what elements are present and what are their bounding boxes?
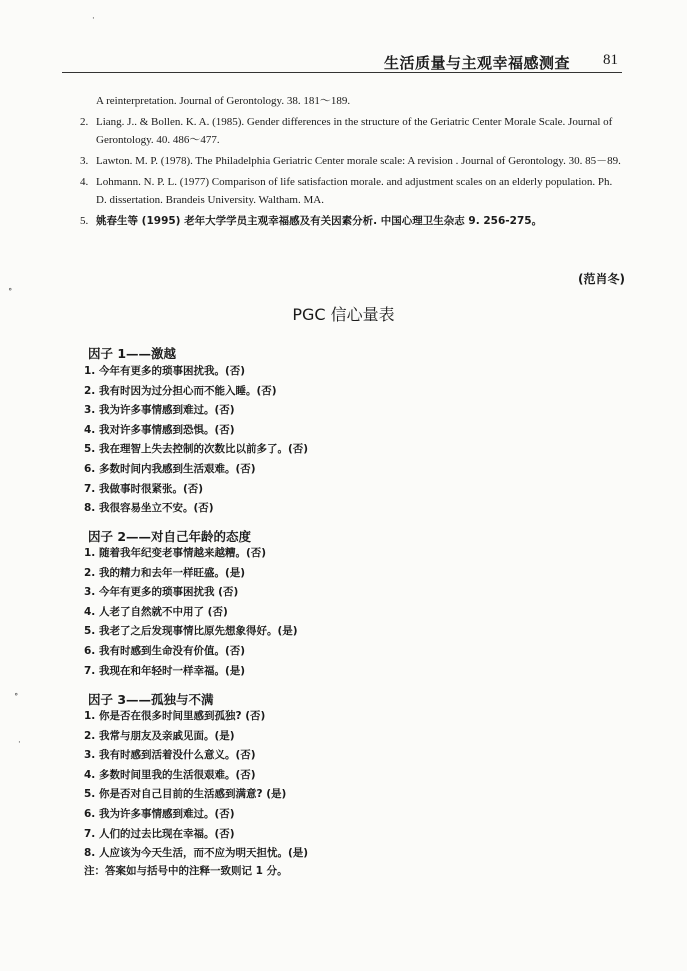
header-title: 生活质量与主观幸福感测查 (383, 54, 570, 72)
factor-3-heading: 因子 3——孤独与不满 (88, 692, 214, 707)
reference-item: 5. 姚春生等 (1995) 老年大学学员主观幸福感及有关因素分析. 中国心理卫生杂志 9. 256-275。 (80, 215, 543, 227)
factor-3-items (84, 707, 504, 864)
scan-speck: ∘ (14, 690, 19, 700)
list-item: 3. 今年有更多的琐事困扰我 (否) (84, 586, 239, 599)
scan-speck: · (18, 738, 21, 748)
list-item: 6. 我有时感到生命没有价值。(否) (84, 644, 246, 657)
list-item: 7. 人们的过去比现在幸福。(否) (84, 827, 235, 840)
list-item: 5. 你是否对自己目前的生活感到满意? (是) (84, 788, 287, 801)
scan-speck: · (92, 14, 95, 24)
page-number: 81 (603, 52, 618, 68)
factor-1-heading: 因子 1——激越 (88, 346, 177, 361)
running-header (62, 50, 622, 73)
list-item: 1. 随着我年纪变老事情越来越糟。(否) (84, 547, 267, 559)
factor-2-heading: 因子 2——对自己年龄的态度 (88, 529, 252, 544)
list-item: 8. 人应该为今天生活，而不应为明天担忧。(是) (84, 847, 309, 860)
factor-2-items (84, 544, 504, 681)
list-item: 6. 我为许多事情感到难过。(否) (84, 807, 235, 820)
list-item: 4. 我对许多事情感到恐惧。(否) (84, 423, 235, 436)
scan-speck: ∘ (8, 285, 13, 295)
list-item: 7. 我做事时很紧张。(否) (84, 482, 204, 495)
list-item: 8. 我很容易坐立不安。(否) (84, 502, 214, 515)
list-item: 5. 我在理智上失去控制的次数比以前多了。(否) (84, 443, 309, 456)
list-item: 2. 我常与朋友及亲戚见面。(是) (84, 729, 235, 742)
list-item: 3. 我为许多事情感到难过。(否) (84, 404, 235, 417)
list-item: 5. 我老了之后发现事情比原先想象得好。(是) (84, 625, 298, 638)
list-item: 2. 我的精力和去年一样旺盛。(是) (84, 566, 246, 579)
list-item: 1. 今年有更多的琐事困扰我。(否) (84, 365, 246, 377)
list-item: 3. 我有时感到活着没什么意义。(否) (84, 749, 256, 762)
scale-title: PGC 信心量表 (292, 305, 395, 324)
factor-1-items (84, 362, 504, 519)
list-item: 4. 多数时间里我的生活很艰难。(否) (84, 768, 256, 781)
list-item: 1. 你是否在很多时间里感到孤独? (否) (84, 710, 266, 722)
reference-item: 2. Liang. J.. & Bollen. K. A. (1985). Gender differences in the structure of the Geriatric Center Morale Scale. Journal of Gerontology. 40. 486～477. (80, 116, 613, 146)
list-item: 4. 人老了自然就不中用了 (否) (84, 605, 228, 618)
reference-item: A reinterpretation. Journal of Gerontology. 38. 181～189. (96, 95, 351, 107)
reference-list (80, 92, 625, 233)
reference-item: 3. Lawton. M. P. (1978). The Philadelphia Geriatric Center morale scale: A revision . Journal of Gerontology. 30. 85－89. (80, 155, 621, 167)
section-author: (范肖冬) (578, 272, 625, 286)
list-item: 7. 我现在和年轻时一样幸福。(是) (84, 664, 246, 677)
scoring-note: 注：答案如与括号中的注释一致则记 1 分。 (84, 865, 288, 877)
reference-item: 4. Lohmann. N. P. L. (1977) Comparison of life satisfaction morale. and adjustment scales on an elderly population. Ph. D. dissertation. Brandeis University. Waltham. MA. (80, 176, 613, 206)
list-item: 6. 多数时间内我感到生活艰难。(否) (84, 462, 256, 475)
list-item: 2. 我有时因为过分担心而不能入睡。(否) (84, 384, 277, 397)
